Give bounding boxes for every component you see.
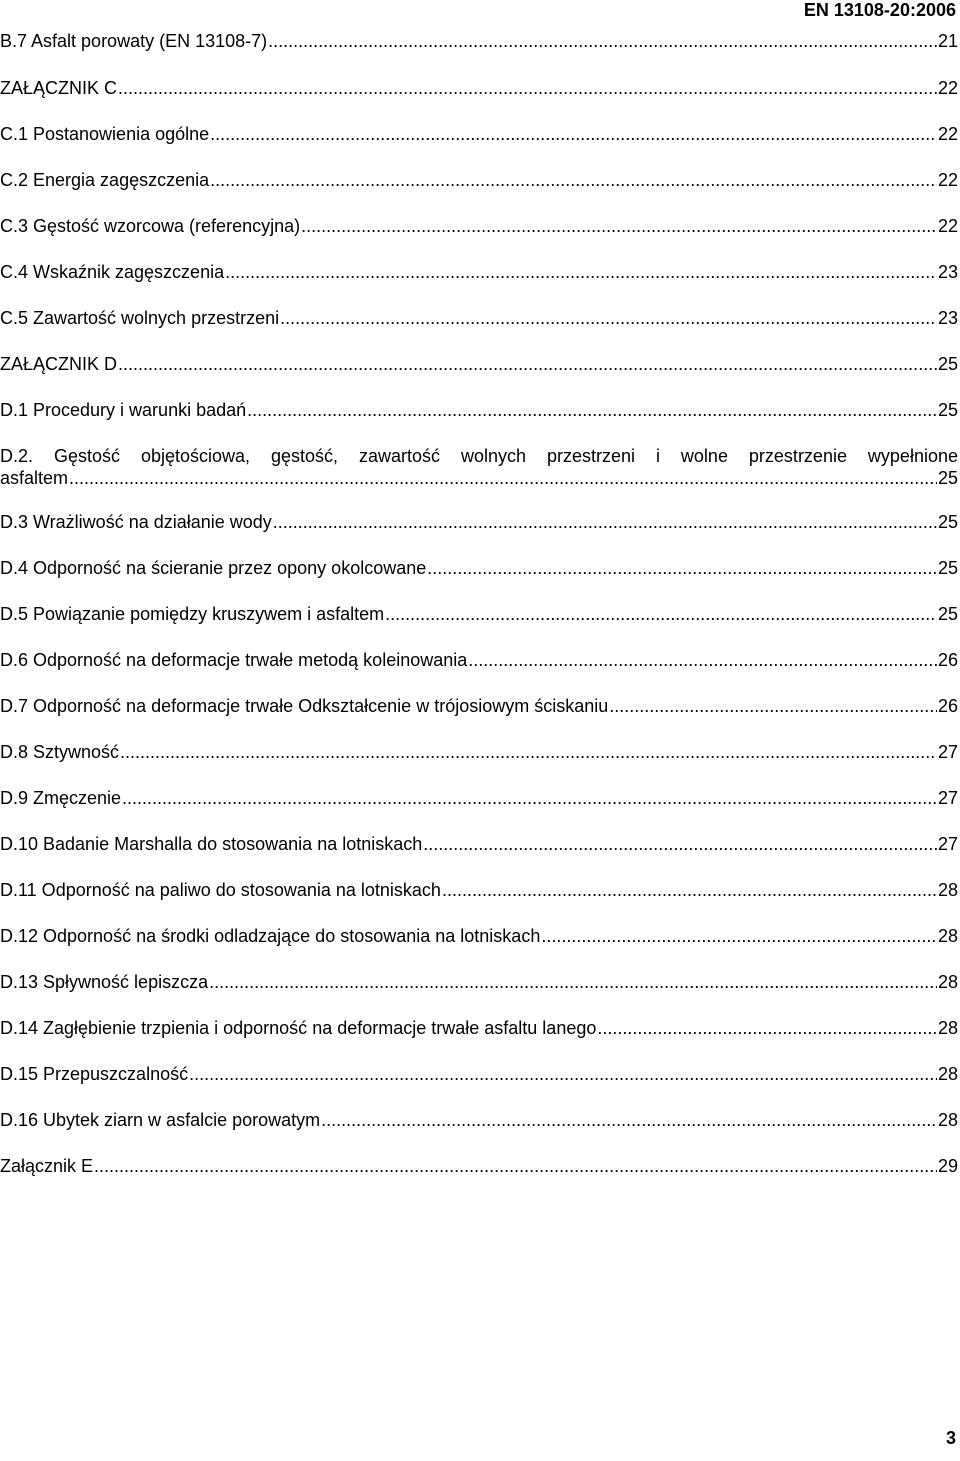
toc-line [0,879,958,901]
toc-line [0,77,958,99]
toc-entry[interactable] [0,261,958,283]
toc-entry-title: D.1 Procedury i warunki badań [0,400,247,420]
toc-line [0,123,958,145]
toc-entry-page: 25 [937,400,958,420]
toc-line [0,511,958,533]
toc-entry[interactable] [0,445,958,489]
toc-line [0,557,958,579]
toc-line [0,603,958,625]
toc-entry-page: 28 [937,1018,958,1038]
toc-entry-title: D.13 Spływność lepiszcza [0,972,209,992]
toc-entry-page: 22 [937,170,958,190]
toc-line [0,353,958,375]
toc-entry-page: 28 [937,926,958,946]
toc-dot-leader [122,787,937,809]
toc-entry-title: D.10 Badanie Marshalla do stosowania na lotniskach [0,834,423,854]
toc-entry[interactable] [0,307,958,329]
toc-entry[interactable] [0,649,958,671]
toc-line [0,1017,958,1039]
toc-entry-page: 28 [937,880,958,900]
toc-line [0,215,958,237]
toc-line [0,399,958,421]
toc-entry-title: D.15 Przepuszczalność [0,1064,189,1084]
toc-line [0,307,958,329]
toc-entry-title: C.5 Zawartość wolnych przestrzeni [0,308,280,328]
toc-entry-page: 22 [937,78,958,98]
toc-entry-page: 25 [937,604,958,624]
toc-entry-page: 27 [937,742,958,762]
toc-entry-page: 25 [937,354,958,374]
toc-line [0,833,958,855]
toc-line [0,1155,958,1177]
toc-entry-title: D.9 Zmęczenie [0,788,122,808]
toc-line [0,971,958,993]
toc-entry[interactable] [0,123,958,145]
toc-dot-leader [468,649,937,671]
toc-entry-page: 27 [937,788,958,808]
toc-dot-leader [301,215,937,237]
toc-entry-title: D.6 Odporność na deformacje trwałe metodą koleinowania [0,650,468,670]
toc-line [0,1063,958,1085]
toc-entry[interactable] [0,1109,958,1131]
toc-line [0,741,958,763]
toc-entry[interactable] [0,695,958,717]
toc-entry-title: Załącznik E [0,1156,94,1176]
toc-entry[interactable] [0,399,958,421]
toc-entry[interactable] [0,77,958,99]
toc-entry-title: D.4 Odporność na ścieranie przez opony okolcowane [0,558,427,578]
toc-entry[interactable] [0,511,958,533]
toc-line [0,1109,958,1131]
toc-entry-title: ZAŁĄCZNIK C [0,78,118,98]
toc-dot-leader [541,925,937,947]
toc-entry[interactable] [0,879,958,901]
toc-dot-leader [280,307,937,329]
toc-dot-leader [273,511,937,533]
toc-entry-page: 29 [937,1156,958,1176]
toc-entry-page: 23 [937,308,958,328]
toc-entry[interactable] [0,787,958,809]
toc-entry-title: D.8 Sztywność [0,742,120,762]
toc-entry-page: 25 [937,468,958,488]
toc-entry[interactable] [0,925,958,947]
toc-dot-leader [597,1017,937,1039]
toc-dot-leader [209,971,937,993]
toc-entry[interactable] [0,833,958,855]
toc-line [0,30,958,52]
toc-entry[interactable] [0,557,958,579]
toc-entry[interactable] [0,603,958,625]
toc-entry[interactable] [0,1063,958,1085]
toc-entry-page: 22 [937,216,958,236]
toc-dot-leader [321,1109,937,1131]
toc-line [0,787,958,809]
toc-line [0,261,958,283]
toc-entry-page: 28 [937,1064,958,1084]
toc-entry[interactable] [0,30,958,52]
toc-entry[interactable] [0,353,958,375]
toc-entry-title: B.7 Asfalt porowaty (EN 13108-7) [0,31,268,51]
toc-entry-title: C.2 Energia zagęszczenia [0,170,210,190]
toc-entry-title: D.12 Odporność na środki odladzające do stosowania na lotniskach [0,926,541,946]
toc-entry-page: 28 [937,972,958,992]
toc-entry[interactable] [0,169,958,191]
toc-line [0,467,958,489]
toc-dot-leader [442,879,937,901]
toc-dot-leader [247,399,937,421]
toc-entry[interactable] [0,741,958,763]
toc-dot-leader [189,1063,937,1085]
toc-dot-leader [423,833,937,855]
toc-entry-title: ZAŁĄCZNIK D [0,354,118,374]
toc-entry-page: 26 [937,650,958,670]
toc-entry-title: D.5 Powiązanie pomiędzy kruszywem i asfaltem [0,604,385,624]
toc-entry-page: 27 [937,834,958,854]
document-code: EN 13108-20:2006 [803,0,956,20]
toc-entry-page: 22 [937,124,958,144]
toc-line [0,695,958,717]
toc-line [0,169,958,191]
toc-line [0,925,958,947]
toc-dot-leader [94,1155,937,1177]
toc-dot-leader [118,77,937,99]
toc-entry[interactable] [0,971,958,993]
toc-entry-title-line: D.2. Gęstość objętościowa, gęstość, zawartość wolnych przestrzeni i wolne przestrzenie wypełnione [0,446,958,466]
toc-entry-title: D.16 Ubytek ziarn w asfalcie porowatym [0,1110,321,1130]
toc-entry[interactable] [0,1155,958,1177]
toc-entry-title: C.1 Postanowienia ogólne [0,124,210,144]
toc-dot-leader [225,261,937,283]
toc-entry-title: asfaltem [0,468,69,488]
toc-entry-page: 21 [937,31,958,51]
page-number: 3 [945,1428,956,1448]
toc-dot-leader [210,169,937,191]
toc-entry-title: D.11 Odporność na paliwo do stosowania na lotniskach [0,880,441,900]
toc-entry-title: D.7 Odporność na deformacje trwałe Odkształcenie w trójosiowym ściskaniu [0,696,609,716]
toc-dot-leader [609,695,937,717]
toc-dot-leader [118,353,937,375]
toc-dot-leader [268,30,937,52]
toc-entry-title: D.14 Zagłębienie trzpienia i odporność na deformacje trwałe asfaltu lanego [0,1018,597,1038]
toc-entry-page: 25 [937,512,958,532]
toc-entry-page: 23 [937,262,958,282]
toc-dot-leader [69,467,937,489]
toc-entry-title: C.3 Gęstość wzorcowa (referencyjna) [0,216,301,236]
toc-line [0,649,958,671]
toc-entry-title: C.4 Wskaźnik zagęszczenia [0,262,225,282]
toc-entry[interactable] [0,1017,958,1039]
toc-entry-title: D.3 Wrażliwość na działanie wody [0,512,272,532]
toc-dot-leader [210,123,937,145]
toc-entry-page: 28 [937,1110,958,1130]
toc-dot-leader [120,741,937,763]
toc-dot-leader [385,603,937,625]
toc-dot-leader [427,557,937,579]
toc-entry-page: 25 [937,558,958,578]
toc-entry[interactable] [0,215,958,237]
toc-entry-page: 26 [937,696,958,716]
